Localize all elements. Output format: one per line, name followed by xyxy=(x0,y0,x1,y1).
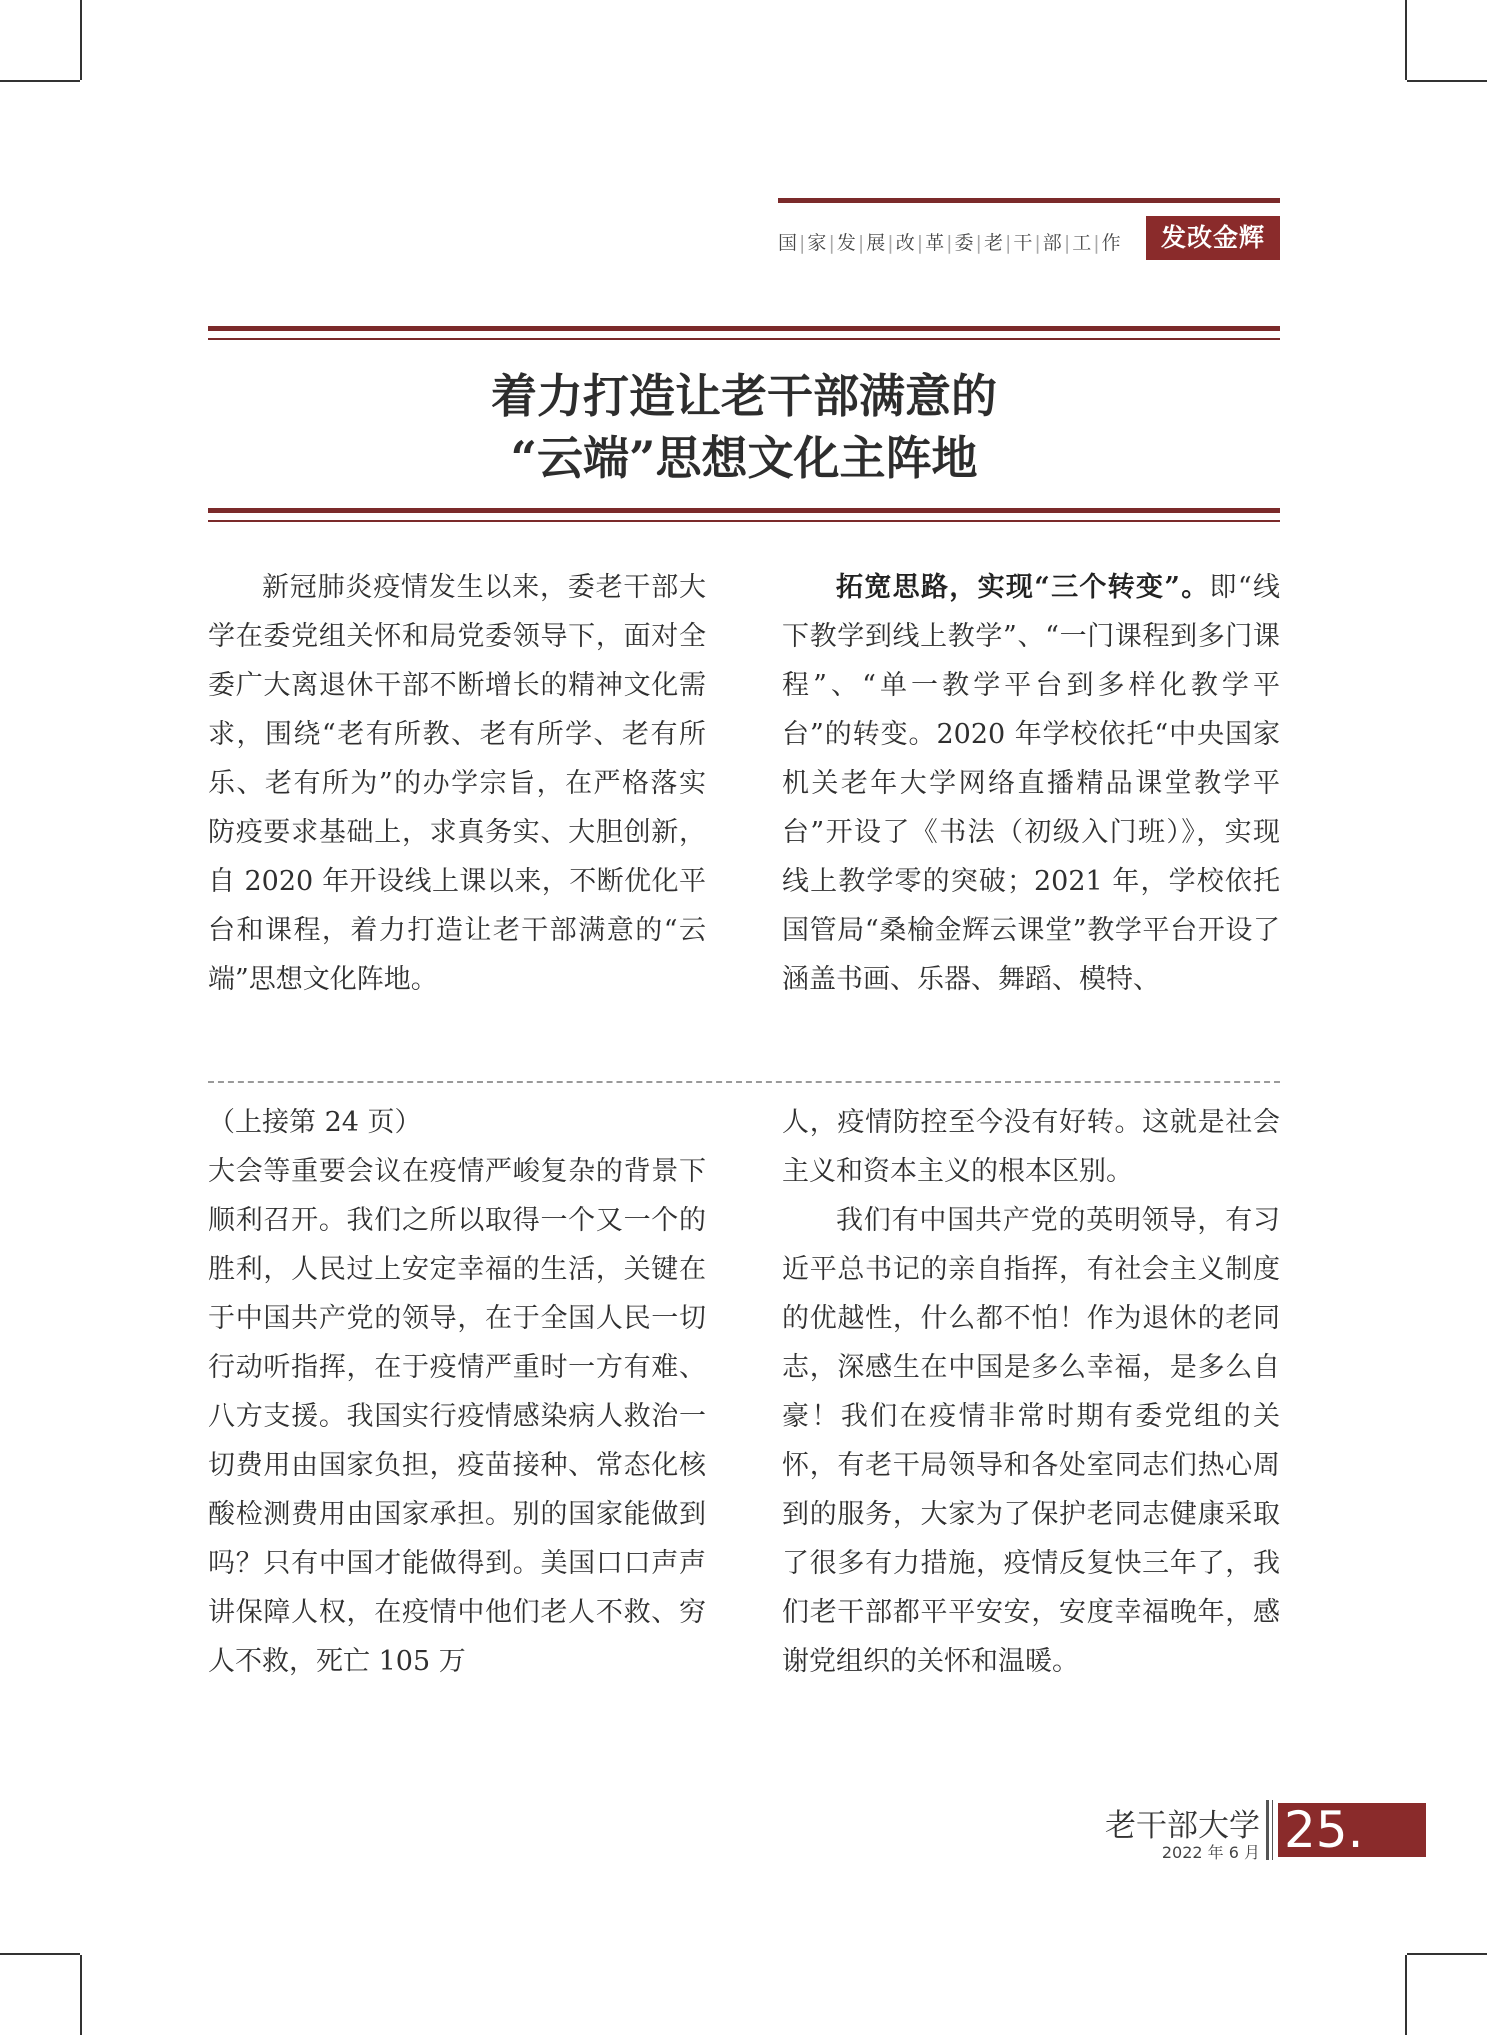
crop-mark-top-right-v xyxy=(1405,0,1407,80)
title-rule-top-thin xyxy=(208,338,1280,340)
article-right-column xyxy=(782,563,1280,1004)
crop-mark-bottom-left-v xyxy=(80,1955,82,2035)
crop-mark-bottom-left-h xyxy=(0,1953,80,1955)
crop-mark-top-right-h xyxy=(1407,80,1487,82)
article-intro-paragraph: 新冠肺炎疫情发生以来，委老干部大学在委党组关怀和局党委领导下，面对全委广大离退休干部不断增长的精神文化需求，围绕“老有所教、老有所学、老有所乐、老有所为”的办学宗旨，在严格落实防疫要求基础上，求真务实、大胆创新，自 2020 年开设线上课以来，不断优化平台和课程，着力打造让老干部满意的“云端”思想文化阵地。 xyxy=(208,572,706,995)
header-rule xyxy=(778,198,1280,203)
magazine-name: 老干部大学 xyxy=(1105,1808,1260,1844)
continued-left-column xyxy=(208,1098,706,1686)
section-header: 国 | 家 | 发 | 展 | 改 | 革 | 委 | 老 | 干 | 部 | 工 | 作 xyxy=(778,232,1121,254)
crop-mark-bottom-right-h xyxy=(1407,1953,1487,1955)
crop-mark-top-left-h xyxy=(0,80,80,82)
continued-note: （上接第 24 页） xyxy=(208,1107,422,1138)
continued-left-paragraph: 大会等重要会议在疫情严峻复杂的背景下顺利召开。我们之所以取得一个又一个的胜利，人民过上安定幸福的生活，关键在于中国共产党的领导，在于全国人民一切行动听指挥，在于疫情严重时一方有难、八方支援。我国实行疫情感染病人救治一切费用由国家负担，疫苗接种、常态化核酸检测费用由国家承担。别的国家能做到吗？只有中国才能做得到。美国口口声声讲保障人权，在疫情中他们老人不救、穷人不救，死亡 105 万 xyxy=(208,1156,706,1677)
title-rule-top-thick xyxy=(208,326,1280,331)
footer-divider xyxy=(1266,1800,1269,1860)
issue-date: 2022 年 6 月 xyxy=(1161,1843,1260,1862)
article-left-column xyxy=(208,563,706,1004)
crop-mark-bottom-right-v xyxy=(1405,1955,1407,2035)
title-line-2: “云端”思想文化主阵地 xyxy=(510,431,978,485)
section-body: 即“线下教学到线上教学”、“一门课程到多门课程”、“单一教学平台到多样化教学平台”的转变。2020 年学校依托“中央国家机关老年大学网络直播精品课堂教学平台”开设了《书法（初级入门班）》，实现线上教学零的突破；2021 年，学校依托国管局“桑榆金辉云课堂”教学平台开设了涵盖书画、乐器、舞蹈、模特、 xyxy=(782,572,1280,995)
article-section-paragraph xyxy=(782,563,1280,1004)
article-title xyxy=(208,365,1280,489)
section-heading: 拓宽思路，实现“三个转变”。 xyxy=(836,572,1210,603)
title-rule-bottom-thin xyxy=(208,520,1280,522)
continued-right-column xyxy=(782,1098,1280,1686)
page-number: 25. xyxy=(1278,1803,1426,1857)
continued-right-paragraph-2: 我们有中国共产党的英明领导，有习近平总书记的亲自指挥，有社会主义制度的优越性，什么都不怕！作为退休的老同志，深感生在中国是多么幸福，是多么自豪！我们在疫情非常时期有委党组的关怀，有老干局领导和各处室同志们热心周到的服务，大家为了保护老同志健康采取了很多有力措施，疫情反复快三年了，我们老干部都平平安安，安度幸福晚年，感谢党组织的关怀和温暖。 xyxy=(782,1205,1280,1677)
footer-divider-thin xyxy=(1272,1800,1273,1860)
continued-right-paragraph-1: 人，疫情防控至今没有好转。这就是社会主义和资本主义的根本区别。 xyxy=(782,1107,1280,1187)
section-divider xyxy=(208,1081,1280,1083)
title-line-1: 着力打造让老干部满意的 xyxy=(491,369,997,423)
column-badge: 发改金辉 xyxy=(1146,216,1280,260)
crop-mark-top-left-v xyxy=(80,0,82,80)
title-rule-bottom-thick xyxy=(208,508,1280,513)
